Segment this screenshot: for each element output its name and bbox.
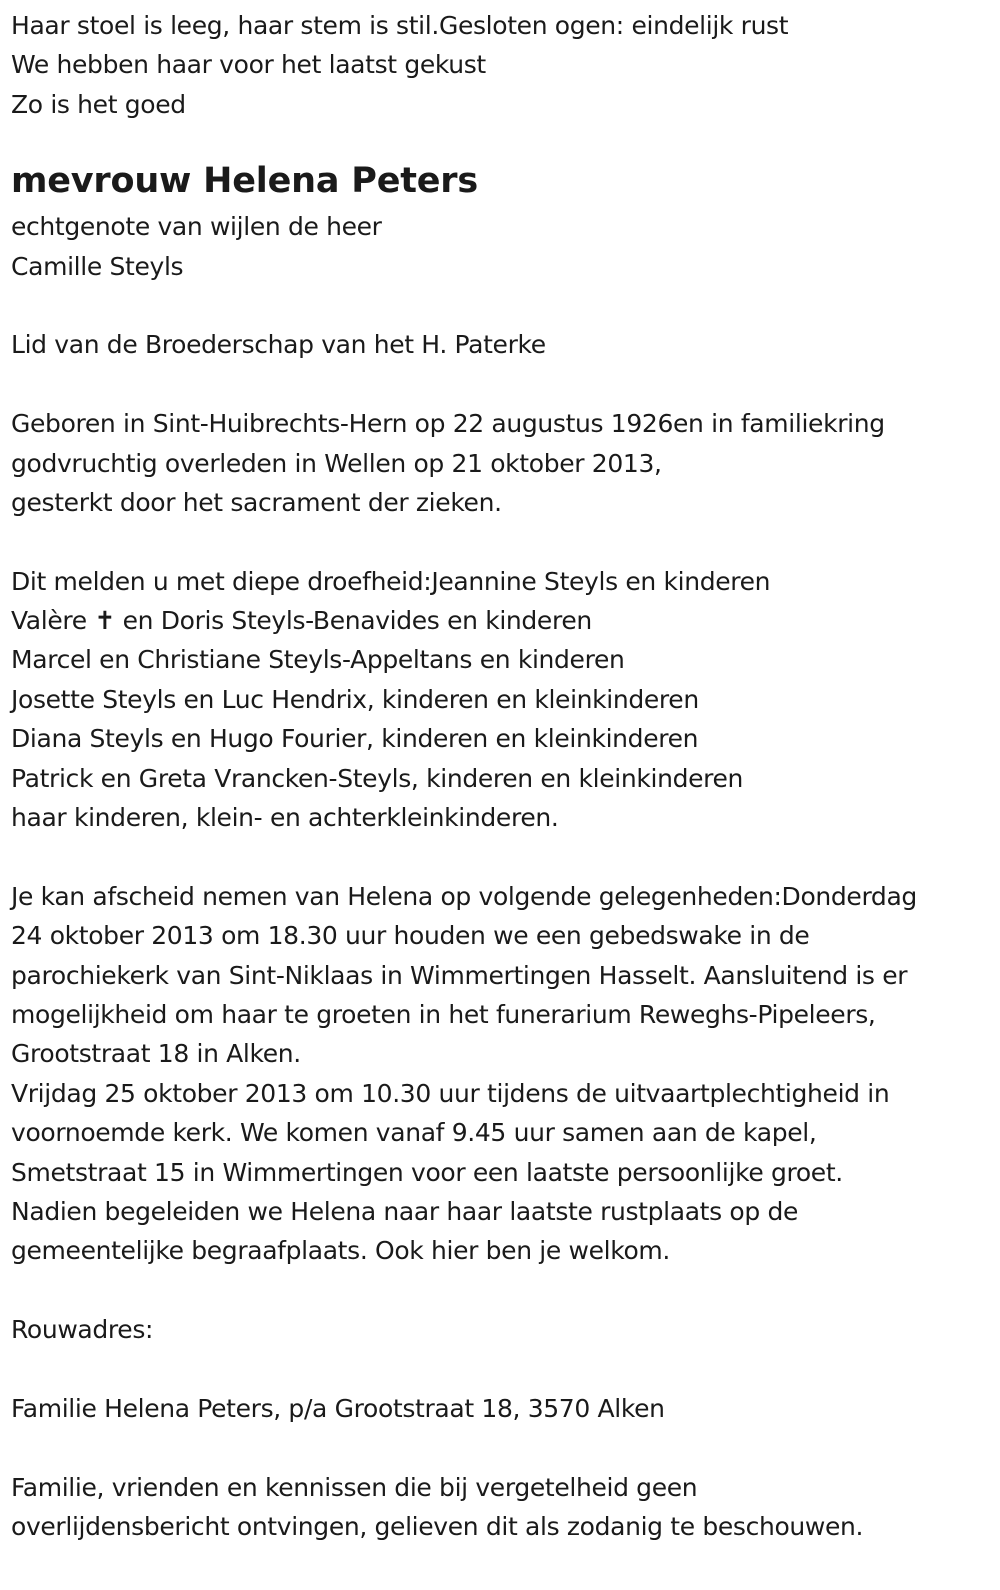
announcer-line-valere xyxy=(11,601,996,640)
spacer xyxy=(11,837,996,876)
spouse-line: echtgenote van wijlen de heer xyxy=(11,212,382,242)
poem-line: Haar stoel is leeg, haar stem is stil.Gesloten ogen: eindelijk rust xyxy=(11,11,789,40)
farewell-line: voornoemde kerk. We komen vanaf 9.45 uur samen aan de kapel, xyxy=(11,1118,817,1148)
announcer-name: Valère xyxy=(11,606,87,636)
closing-line: overlijdensbericht ontvingen, gelieven dit als zodanig te beschouwen. xyxy=(11,1512,864,1542)
announcer-line: Dit melden u met diepe droefheid:Jeannine Steyls en kinderen xyxy=(11,566,771,596)
birth-death-info xyxy=(11,404,996,522)
closing-line: Familie, vrienden en kennissen die bij vergetelheid geen xyxy=(11,1472,698,1502)
mourning-address-label: Rouwadres: xyxy=(11,1315,154,1345)
announcer-line: Patrick en Greta Vrancken-Steyls, kinderen en kleinkinderen xyxy=(11,763,744,793)
cross-icon: ✝ xyxy=(94,606,116,636)
farewell-line: Nadien begeleiden we Helena naar haar laatste rustplaats op de xyxy=(11,1196,799,1226)
announcer-line: Diana Steyls en Hugo Fourier, kinderen en kleinkinderen xyxy=(11,724,699,754)
farewell-line: Je kan afscheid nemen van Helena op volgende gelegenheden:Donderdag xyxy=(11,881,917,911)
announcer-line: haar kinderen, klein- en achterkleinkinderen. xyxy=(11,803,559,833)
mourning-address: Familie Helena Peters, p/a Grootstraat 18, 3570 Alken xyxy=(11,1393,665,1423)
spacer xyxy=(11,522,996,561)
farewell-line: parochiekerk van Sint-Niklaas in Wimmertingen Hasselt. Aansluitend is er xyxy=(11,960,908,990)
farewell-line: Smetstraat 15 in Wimmertingen voor een laatste persoonlijke groet. xyxy=(11,1157,843,1187)
spouse-name: Camille Steyls xyxy=(11,251,184,281)
spacer xyxy=(11,1271,996,1310)
spacer xyxy=(11,1428,996,1467)
farewell-line: 24 oktober 2013 om 18.30 uur houden we een gebedswake in de xyxy=(11,921,810,951)
birth-death-line: godvruchtig overleden in Wellen op 21 oktober 2013, xyxy=(11,448,662,478)
spacer xyxy=(11,365,996,404)
poem-line: We hebben haar voor het laatst gekust xyxy=(11,50,486,80)
announcers xyxy=(11,562,996,838)
closing-note xyxy=(11,1468,996,1547)
announcer-line: Marcel en Christiane Steyls-Appeltans en kinderen xyxy=(11,645,625,675)
spacer xyxy=(11,286,996,325)
birth-death-line: gesterkt door het sacrament der zieken. xyxy=(11,487,502,517)
announcer-line: Josette Steyls en Luc Hendrix, kinderen en kleinkinderen xyxy=(11,684,699,714)
farewell-line: Vrijdag 25 oktober 2013 om 10.30 uur tijdens de uitvaartplechtigheid in xyxy=(11,1078,890,1108)
poem xyxy=(11,6,996,124)
membership: Lid van de Broederschap van het H. Paterke xyxy=(11,330,546,360)
poem-line: Zo is het goed xyxy=(11,89,186,119)
deceased-name: mevrouw Helena Peters xyxy=(11,161,479,202)
announcer-rest: en Doris Steyls-Benavides en kinderen xyxy=(122,606,592,636)
spouse-info xyxy=(11,207,996,286)
spacer xyxy=(11,1350,996,1389)
farewell-line: gemeentelijke begraafplaats. Ook hier ben je welkom. xyxy=(11,1236,671,1266)
farewell-info xyxy=(11,877,996,1271)
farewell-line: Grootstraat 18 in Alken. xyxy=(11,1039,301,1069)
farewell-line: mogelijkheid om haar te groeten in het funerarium Reweghs-Pipeleers, xyxy=(11,999,876,1029)
obituary-text xyxy=(11,6,996,1546)
birth-death-line: Geboren in Sint-Huibrechts-Hern op 22 augustus 1926en in familiekring xyxy=(11,409,885,439)
